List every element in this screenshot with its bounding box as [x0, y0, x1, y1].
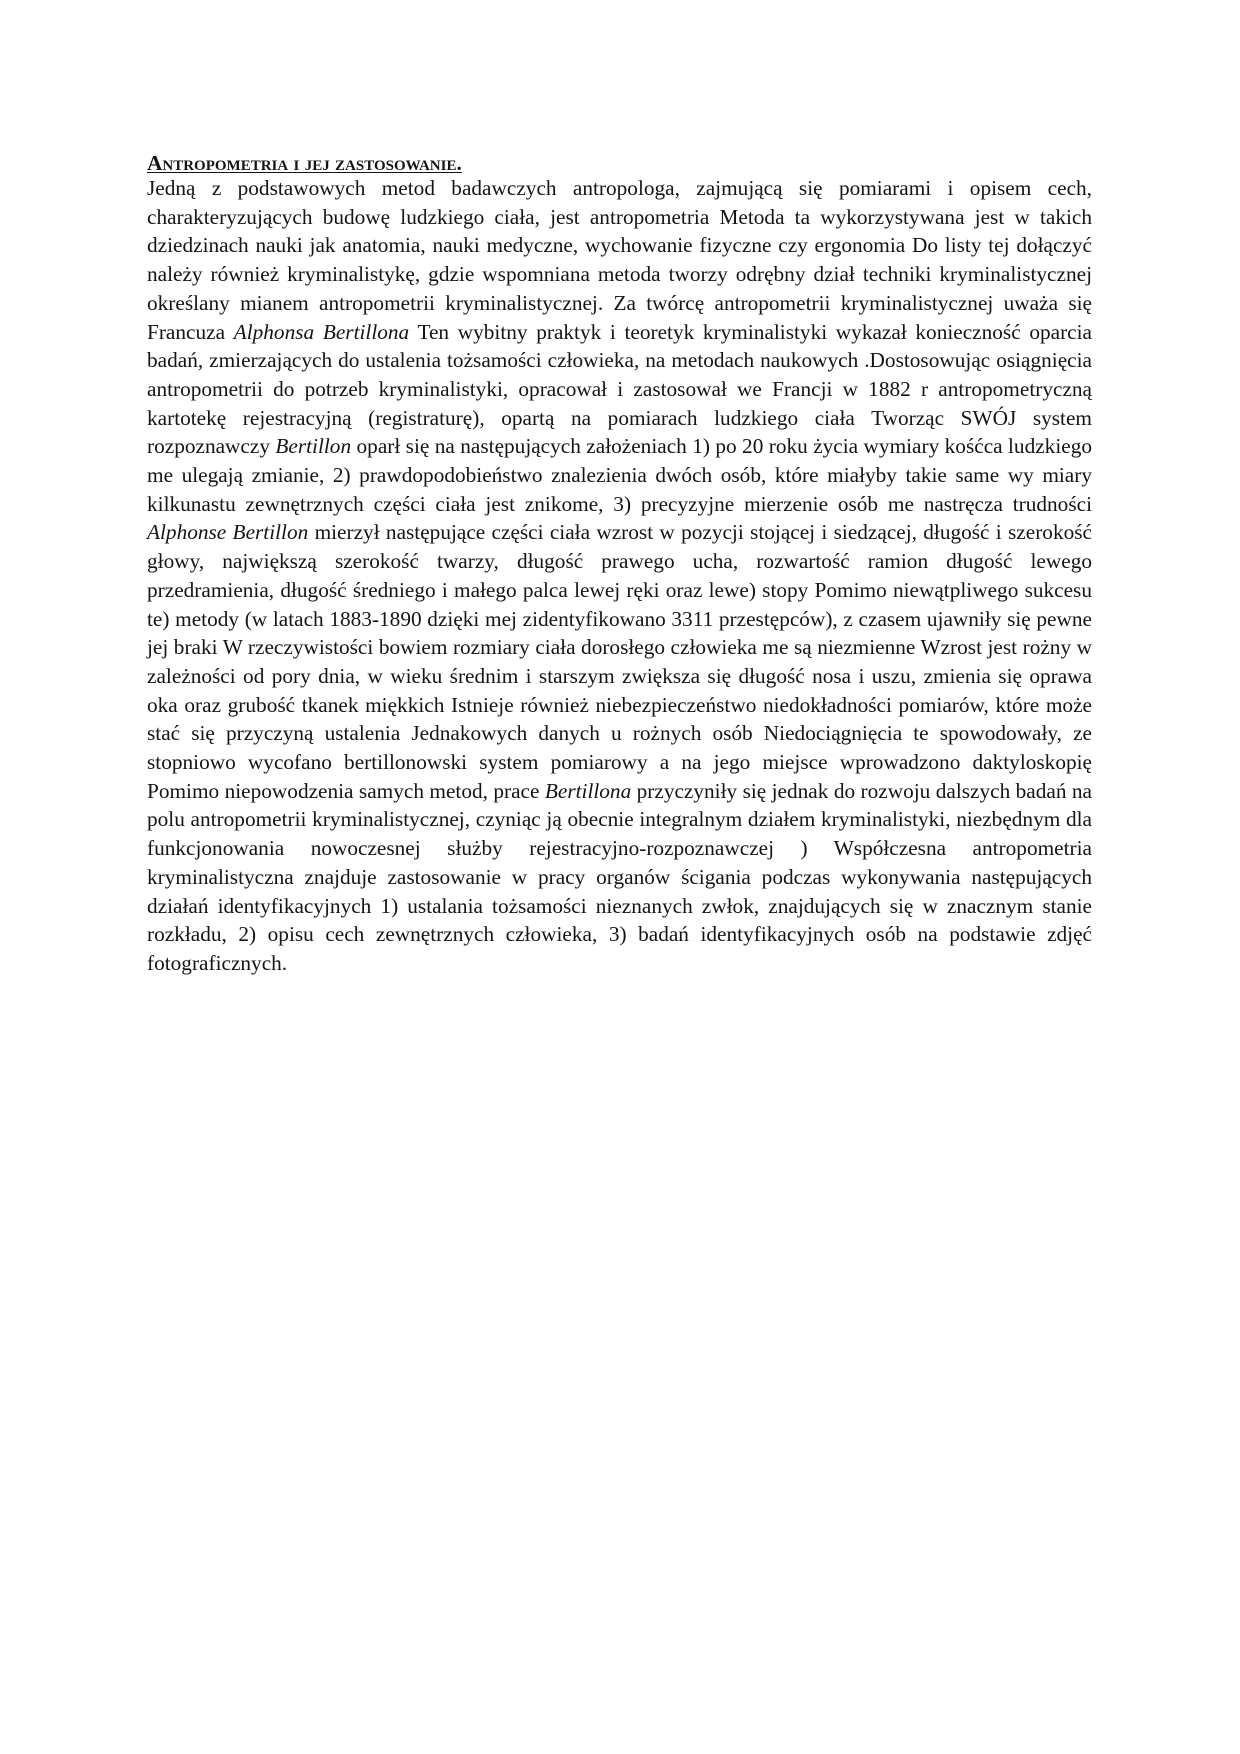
person-name: Alphonse Bertillon — [147, 520, 309, 545]
person-name: Alphonsa Bertillona — [233, 319, 410, 344]
body-paragraph — [147, 174, 1092, 978]
document-content — [147, 152, 1092, 978]
paragraph-segment: Ten wybitny praktyk i teoretyk kryminalistyki wykazał konieczność oparcia badań, zmierzających do ustalenia tożsamości człowieka, na metodach naukowych .Dostosowując osiągnięcia antropometrii do potrzeb kryminalistyki, opracował i zastosował we Francji w 1882 r antropometryczną kartotekę rejestracyjną (registraturę), opartą na pomiarach ludzkiego ciała Tworząc SWÓJ system rozpoznawczy — [147, 319, 1092, 459]
paragraph-segment: oparł się na następujących założeniach 1) po 20 roku życia wymiary kośćca ludzkiego me ulegają zmianie, 2) prawdopodobieństwo znalezienia dwóch osób, które miałyby takie same wy miary kilkunastu zewnętrznych części ciała jest znikome, 3) precyzyjne mierzenie osób me nastręcza trudności — [147, 434, 1092, 516]
person-name: Bertillon — [275, 434, 352, 459]
paragraph-segment: Jedną z podstawowych metod badawczych antropologa, zajmującą się pomiarami i opisem cech, charakteryzujących budowę ludzkiego ciała, jest antropometria Metoda ta wykorzystywana jest w takich dziedzinach nauki jak anatomia, nauki medyczne, wychowanie fizyczne czy ergonomia Do listy tej dołączyć należy również kryminalistykę, gdzie wspomniana metoda tworzy odrębny dział techniki kryminalistycznej określany mianem antropometrii kryminalistycznej. Za twórcę antropometrii kryminalistycznej uważa się Francuza — [147, 176, 1092, 344]
paragraph-segment: przyczyniły się jednak do rozwoju dalszych badań na polu antropometrii kryminalistycznej, czyniąc ją obecnie integralnym działem kryminalistyki, niezbędnym dla funkcjonowania nowoczesnej służby rejestracyjno-rozpoznawczej ) Współczesna antropometria kryminalistyczna znajduje zastosowanie w pracy organów ścigania podczas wykonywania następujących działań identyfikacyjnych 1) ustalania tożsamości nieznanych zwłok, znajdujących się w znacznym stanie rozkładu, 2) opisu cech zewnętrznych człowieka, 3) badań identyfikacyjnych osób na podstawie zdjęć fotograficznych. — [147, 778, 1092, 975]
document-title: Antropometria i jej zastosowanie. — [147, 151, 462, 175]
paragraph-segment: mierzył następujące części ciała wzrost w pozycji stojącej i siedzącej, długość i szerokość głowy, największą szerokość twarzy, długość prawego ucha, rozwartość ramion długość lewego przedramienia, długość średniego i małego palca lewej ręki oraz lewe) stopy Pomimo niewątpliwego sukcesu te) metody (w latach 1883-1890 dzięki mej zidentyfikowano 3311 przestępców), z czasem ujawniły się pewne jej braki W rzeczywistości bowiem rozmiary ciała dorosłego człowieka me są niezmienne Wzrost jest rożny w zależności od pory dnia, w wieku średnim i starszym zwiększa się długość nosa i uszu, zmienia się oprawa oka oraz grubość tkanek miękkich Istnieje również niebezpieczeństwo niedokładności pomiarów, które może stać się przyczyną ustalenia Jednakowych danych u rożnych osób Niedociągnięcia te spowodowały, ze stopniowo wycofano bertillonowski system pomiarowy a na jego miejsce wprowadzono daktyloskopię Pomimo niepowodzenia samych metod, prace — [147, 520, 1092, 803]
person-name: Bertillona — [544, 778, 632, 803]
